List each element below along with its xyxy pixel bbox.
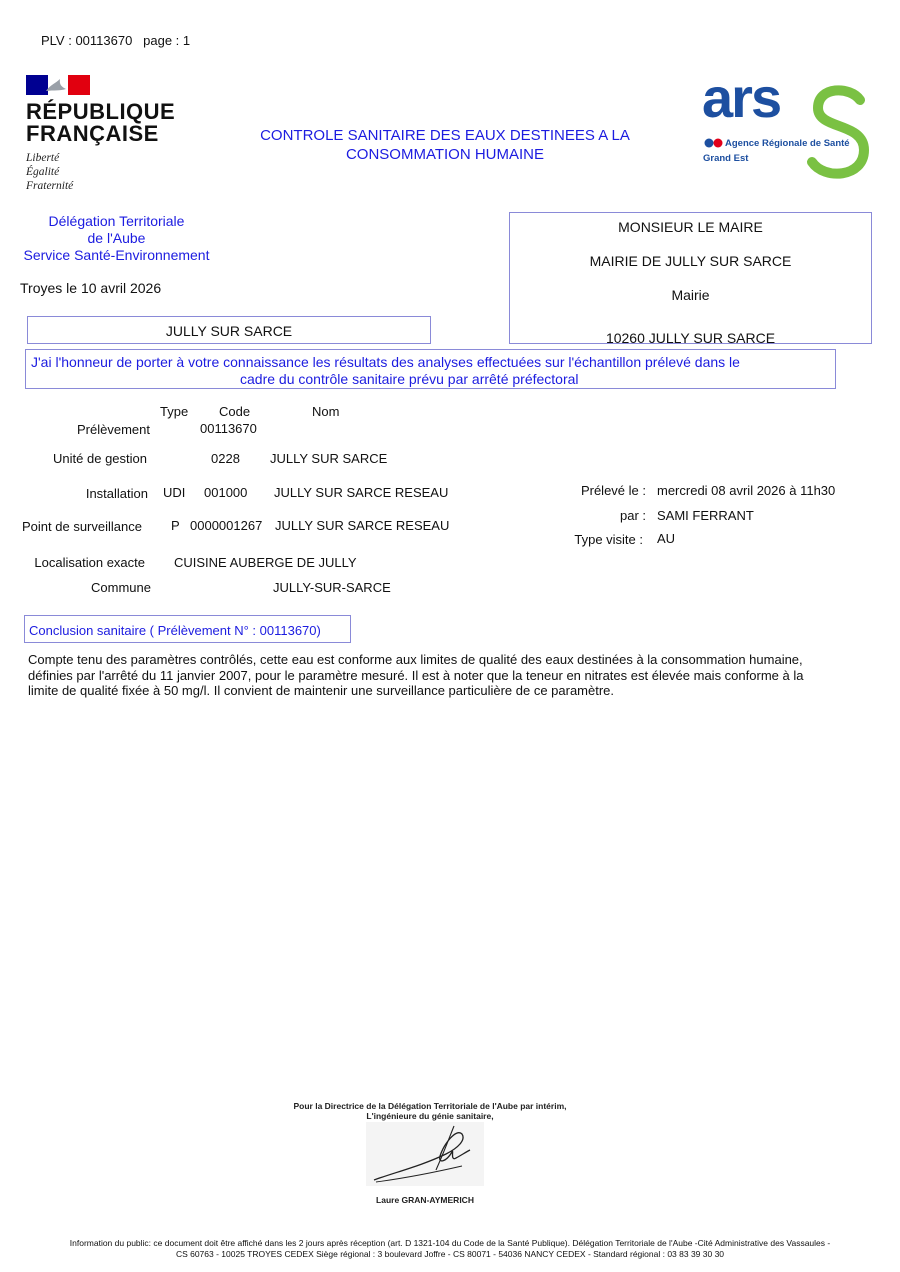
installation-label: Installation (85, 486, 148, 501)
sender-line2: de l'Aube (87, 230, 146, 246)
preleve-par-value: SAMI FERRANT (657, 508, 754, 523)
intro-box (25, 349, 836, 389)
plv-reference: PLV : 00113670 page : 1 (41, 33, 191, 48)
document-title (230, 126, 660, 164)
conclusion-line2: définies par l'arrêté du 11 janvier 2007, pour le paramètre mesuré. Il est à noter que la teneur en nitrates est élevée mais conforme à la (28, 667, 804, 683)
conclusion-line3: limite de qualité fixée à 50 mg/l. Il convient de maintenir une surveillance particulière de ce paramètre. (28, 683, 615, 698)
republique-line2: FRANÇAISE (26, 121, 159, 146)
motto-fraternite: Fraternité (26, 180, 74, 192)
preleve-le-value: mercredi 08 avril 2026 à 11h30 (657, 483, 836, 498)
ars-agency-name: Agence Régionale de Santé (725, 138, 850, 149)
footer-line2: CS 60763 - 10025 TROYES CEDEX Siège régional : 3 boulevard Joffre - CS 80071 - 54036 NANCY CEDEX - Standard régional : 03 83 39 30 30 (175, 1249, 725, 1259)
unite-gestion-code: 0228 (211, 451, 240, 466)
installation-code: 001000 (204, 485, 248, 500)
commune-value: JULLY-SUR-SARCE (273, 580, 391, 595)
letter-date: Troyes le 10 avril 2026 (20, 280, 162, 296)
republique-francaise-logo (26, 75, 186, 193)
recipient-line3: Mairie (671, 287, 710, 303)
footer-line1: Information du public: ce document doit être affiché dans les 2 jours après réception (art. D 1321-104 du Code de la Santé Publique). Délégation Territoriale de l'Aube -Cité Administrative des Vassaules - (69, 1238, 831, 1248)
preleve-par-label: par : (619, 508, 646, 523)
conclusion-text (28, 652, 878, 699)
localisation-value: CUISINE AUBERGE DE JULLY (174, 555, 357, 570)
signature-line2: L'ingénieure du génie sanitaire, (366, 1111, 494, 1121)
point-surveillance-code: 0000001267 (190, 518, 263, 533)
signature-image (366, 1122, 484, 1186)
sender-line1: Délégation Territoriale (48, 213, 185, 229)
intro-line2: cadre du contrôle sanitaire prévu par arrêté préfectoral (240, 371, 579, 387)
prelevement-code: 00113670 (200, 421, 257, 436)
point-surveillance-label: Point de surveillance (22, 519, 142, 534)
footer (0, 1238, 900, 1260)
commune-box (27, 316, 431, 344)
conclusion-line1: Compte tenu des paramètres contrôlés, cette eau est conforme aux limites de qualité des eaux destinées à la consommation humaine, (28, 652, 803, 667)
ars-region: Grand Est (703, 153, 749, 164)
recipient-line1: MONSIEUR LE MAIRE (618, 219, 763, 235)
handwritten-signature-icon (366, 1122, 484, 1186)
commune-box-label: JULLY SUR SARCE (165, 323, 293, 339)
preleve-le-label: Prélevé le : (580, 483, 646, 498)
conclusion-title-box (24, 615, 351, 643)
intro-line1: J'ai l'honneur de porter à votre connaissance les résultats des analyses effectuées sur l'échantillon prélevé dans le (31, 354, 740, 370)
republique-line1: RÉPUBLIQUE (26, 99, 176, 124)
col-header-type: Type (160, 404, 189, 419)
unite-gestion-nom: JULLY SUR SARCE (270, 451, 388, 466)
prelevement-label: Prélèvement (77, 422, 150, 437)
title-line1: CONTROLE SANITAIRE DES EAUX DESTINEES A LA (260, 127, 630, 144)
marianne-flag-icon (26, 75, 90, 95)
signature-heading (250, 1101, 610, 1121)
recipient-line4: 10260 JULLY SUR SARCE (605, 330, 776, 346)
conclusion-title: Conclusion sanitaire ( Prélèvement N° : 00113670) (29, 623, 321, 638)
point-surveillance-nom: JULLY SUR SARCE RESEAU (275, 518, 450, 533)
signature-line1: Pour la Directrice de la Délégation Territoriale de l'Aube par intérim, (293, 1101, 567, 1111)
installation-nom: JULLY SUR SARCE RESEAU (274, 485, 449, 500)
installation-type: UDI (163, 485, 186, 500)
motto-egalite: Égalité (26, 166, 60, 178)
motto-liberte: Liberté (26, 152, 60, 164)
sender-line3: Service Santé-Environnement (23, 247, 210, 263)
col-header-code: Code (219, 404, 251, 419)
ars-logo (700, 66, 875, 184)
signatory-name: Laure GRAN-AYMERICH (376, 1195, 474, 1205)
unite-gestion-label: Unité de gestion (53, 451, 147, 466)
title-line2: CONSOMMATION HUMAINE (345, 146, 545, 163)
sender-block (14, 213, 219, 264)
commune-label: Commune (91, 580, 151, 595)
col-header-nom: Nom (312, 404, 340, 419)
recipient-line2: MAIRIE DE JULLY SUR SARCE (589, 253, 792, 269)
type-visite-value: AU (657, 531, 676, 546)
type-visite-label: Type visite : (574, 532, 643, 547)
localisation-label: Localisation exacte (34, 555, 145, 570)
point-surveillance-type: P (171, 518, 180, 533)
ars-wordmark: ars (702, 66, 781, 129)
recipient-box (509, 212, 872, 344)
